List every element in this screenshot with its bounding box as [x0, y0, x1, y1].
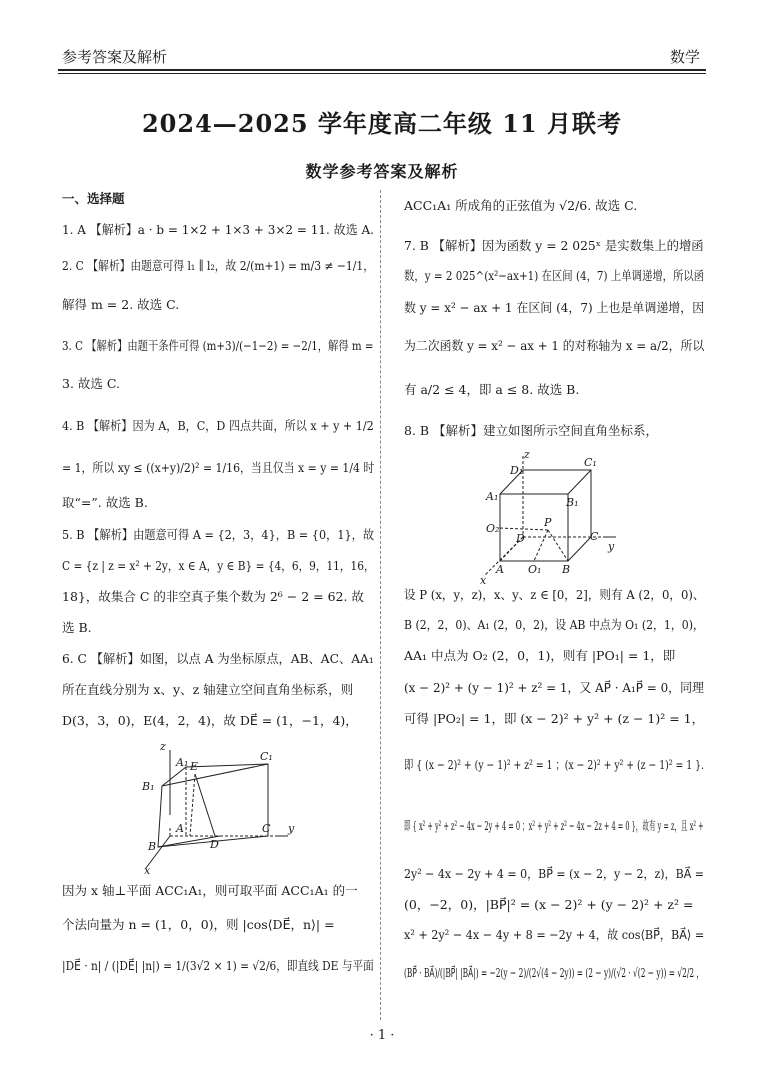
- right-text-line: 为二次函数 y = x² − ax + 1 的对称轴为 x = a/2，所以: [404, 338, 705, 353]
- right-text-line: ACC₁A₁ 所成角的正弦值为 √2/6. 故选 C.: [404, 198, 638, 213]
- page-title: 2024—2025 学年度高二年级 11 月联考: [141, 109, 623, 138]
- fig2-label-o1: O₁: [528, 563, 542, 576]
- header-right: 数学: [669, 48, 700, 66]
- left-text-line: 4. B 【解析】因为 A，B，C，D 四点共面，所以 x + y + 1/2: [62, 418, 374, 433]
- left-text-line: D(3，3，0)，E(4，2，4)，故 DE⃗ = (1，−1，4)，: [62, 713, 358, 728]
- right-text-line: AA₁ 中点为 O₂ (2，0，1)，则有 |PO₁| = 1，即: [404, 648, 676, 663]
- left-text-line: = 1，所以 xy ≤ ((x+y)/2)² = 1/16，当且仅当 x = y = 1/4 时: [62, 460, 375, 475]
- fig2-label-b1: B₁: [566, 496, 579, 509]
- fig2-label-a1: A₁: [486, 490, 499, 503]
- left-text-line: C = {z | z = x² + 2y，x ∈ A，y ∈ B} = {4，6，9，11，16，: [62, 558, 375, 573]
- fig2-label-z: z: [524, 448, 530, 461]
- right-text-line: 数，y = 2 025^(x²−ax+1) 在区间 (4，7) 上单调递增，所以函: [404, 268, 705, 283]
- fig1-label-c: C: [262, 822, 271, 835]
- right-text-line: 可得 |PO₂| = 1，即 (x − 2)² + y² + (z − 1)² = 1，: [404, 711, 705, 726]
- left-text-line: 一、选择题: [62, 191, 125, 206]
- fig1-label-a1: A₁: [176, 756, 189, 769]
- header-rule: [58, 69, 706, 71]
- right-text-line: x² + 2y² − 4x − 4y + 8 = −2y + 4，故 cos⟨BP⃗，BA⃗⟩ =: [404, 927, 705, 942]
- left-text-line: 3. 故选 C.: [62, 376, 120, 391]
- left-text-line: 所在直线分别为 x、y、z 轴建立空间直角坐标系，则: [62, 682, 354, 697]
- left-text-line: |DE⃗ · n| / (|DE⃗| |n|) = 1/(3√2 × 1) = √2/6，即直线 DE 与平面: [62, 958, 374, 973]
- left-text-line: 6. C 【解析】如图，以点 A 为坐标原点，AB、AC、AA₁: [62, 651, 374, 666]
- fig2-label-c: C: [590, 530, 599, 543]
- left-text-line: 因为 x 轴⊥平面 ACC₁A₁，则可取平面 ACC₁A₁ 的一: [62, 883, 358, 898]
- right-text-line: (x − 2)² + (y − 1)² + z² = 1，又 AP⃗ · A₁P⃗ = 0，同理: [404, 680, 704, 695]
- right-text-line: 即 { (x − 2)² + (y − 1)² + z² = 1 ；(x − 2)² + y² + (z − 1)² = 1 }.: [404, 757, 704, 772]
- fig1-label-a: A: [176, 822, 184, 835]
- right-text-line: 有 a/2 ≤ 4，即 a ≤ 8. 故选 B.: [404, 382, 580, 397]
- fig1-label-c1: C₁: [260, 750, 273, 763]
- figure-cube: [478, 448, 628, 588]
- fig2-label-d: D: [516, 532, 525, 545]
- fig1-label-z: z: [160, 740, 166, 753]
- left-text-line: 1. A 【解析】a · b = 1×2 + 1×3 + 3×2 = 11. 故选 A.: [62, 222, 374, 237]
- header-left: 参考答案及解析: [62, 48, 168, 66]
- left-text-line: 5. B 【解析】由题意可得 A = {2，3，4}，B = {0，1}，故: [62, 527, 375, 542]
- fig1-label-b: B: [148, 840, 157, 853]
- right-text-line: 即 { x² + y² + z² − 4x − 2y + 4 = 0 ；x² + y² + z² − 4x − 2z + 4 = 0 }，故有 y = z，且 x² +: [404, 818, 704, 833]
- right-text-line: 设 P (x，y，z)，x、y、z ∈ [0，2]，则有 A (2，0，0)、: [404, 587, 705, 602]
- right-text-line: B (2，2，0)、A₁ (2，0，2)，设 AB 中点为 O₁ (2，1，0)，: [404, 617, 704, 632]
- fig1-label-d: D: [210, 838, 219, 851]
- right-text-line: 8. B 【解析】建立如图所示空间直角坐标系，: [404, 423, 659, 438]
- left-text-line: 选 B.: [62, 620, 92, 635]
- fig1-label-y: y: [288, 822, 295, 835]
- fig2-label-b: B: [562, 563, 571, 576]
- fig2-label-x: x: [480, 574, 487, 587]
- page-subtitle: 数学参考答案及解析: [305, 162, 459, 181]
- fig2-label-c1: C₁: [584, 456, 597, 469]
- left-text-line: 解得 m = 2. 故选 C.: [62, 297, 180, 312]
- figure-prism: [140, 740, 300, 877]
- fig1-label-e: E: [190, 760, 199, 773]
- fig1-label-x: x: [144, 864, 151, 877]
- right-text-line: 数 y = x² − ax + 1 在区间 (4，7) 上也是单调递增，因: [404, 300, 705, 315]
- right-text-line: 7. B 【解析】因为函数 y = 2 025ˣ 是实数集上的增函: [404, 238, 704, 253]
- page-number: · 1 ·: [369, 1028, 395, 1043]
- right-text-line: (0，−2，0)，|BP⃗|² = (x − 2)² + (y − 2)² + z² =: [404, 897, 694, 912]
- left-text-line: 2. C 【解析】由题意可得 l₁ ∥ l₂，故 2/(m+1) = m/3 ≠ −1/1，: [62, 258, 374, 273]
- column-divider: [380, 190, 381, 1020]
- fig1-label-b1: B₁: [142, 780, 155, 793]
- left-text-line: 取“=”. 故选 B.: [62, 495, 148, 510]
- header-rule-thin: [58, 73, 706, 74]
- fig2-label-d1: D₁: [510, 464, 524, 477]
- fig2-label-p: P: [544, 516, 552, 529]
- fig2-label-o2: O₂: [486, 522, 500, 535]
- fig2-label-a: A: [496, 563, 504, 576]
- fig2-label-y: y: [608, 540, 615, 553]
- right-text-line: 2y² − 4x − 2y + 4 = 0，BP⃗ = (x − 2，y − 2，z)，BA⃗ =: [404, 866, 705, 881]
- right-text-line: (BP⃗ · BA⃗)/(|BP⃗| |BA⃗|) = −2(y − 2)/(2√(4 − 2y)) = (2 − y)/(√2 · √(2 − y)) = √2/2 ，: [404, 965, 704, 980]
- left-text-line: 3. C 【解析】由题干条件可得 (m+3)/(−1−2) = −2/1，解得 m =: [62, 338, 374, 353]
- left-text-line: 个法向量为 n = (1，0，0)，则 |cos⟨DE⃗，n⟩| =: [62, 917, 335, 932]
- left-text-line: 18}，故集合 C 的非空真子集个数为 2⁶ − 2 = 62. 故: [62, 589, 364, 604]
